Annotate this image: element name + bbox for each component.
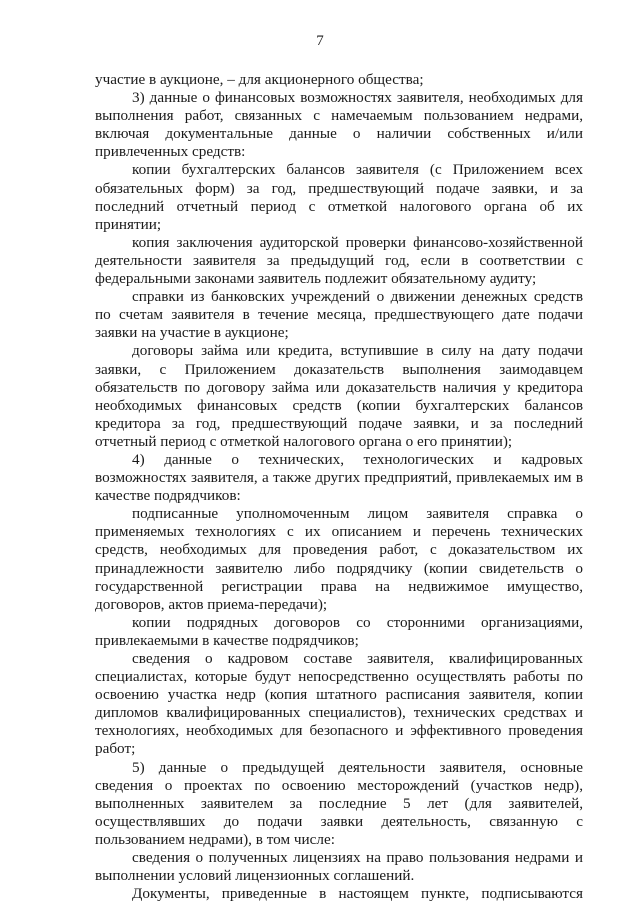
paragraph: сведения о полученных лицензиях на право пользования недрами и выполнении условий лицензионных соглашений. <box>95 849 583 885</box>
paragraph: Документы, приведенные в настоящем пункте, подписываются <box>132 885 583 903</box>
paragraph: участие в аукционе, – для акционерного общества; <box>95 71 424 88</box>
paragraph: 5) данные о предыдущей деятельности заявителя, основные сведения о проектах по освоению месторождений (участков недр), выполненных заявителем за последние 5 лет (для заявителей, осуществлявших до подачи заявки деятельность, связанную с пользованием недрами), в том числе: <box>95 758 583 848</box>
paragraph: договоры займа или кредита, вступившие в силу на дату подачи заявки, с Приложением доказательств выполнения заимодавцем обязательств по договору займа или доказательств наличия у кредитора необходимых финансовых средств (копии бухгалтерских балансов кредитора за год, предшествующий подаче заявки, и за последний отчетный период с отметкой налогового органа о его принятии); <box>95 342 583 450</box>
paragraph: копии подрядных договоров со сторонними организациями, привлекаемыми в качестве подрядчиков; <box>95 613 583 649</box>
paragraph: 4) данные о технических, технологических и кадровых возможностях заявителя, а также других предприятий, привлекаемых им в качестве подрядчиков: <box>95 450 583 505</box>
paragraph: копии бухгалтерских балансов заявителя (с Приложением всех обязательных форм) за год, предшествующий подаче заявки, и за последний отчетный период с отметкой налогового органа об их принятии; <box>95 161 583 233</box>
paragraph: копия заключения аудиторской проверки финансово-хозяйственной деятельности заявителя за предыдущий год, если в соответствии с федеральными законами заявитель подлежит обязательному аудиту; <box>95 233 583 288</box>
document-body <box>95 71 583 903</box>
paragraph: сведения о кадровом составе заявителя, квалифицированных специалистах, которые будут непосредственно осуществлять работы по освоению участка недр (копия штатного расписания заявителя, копии дипломов квалифицированных специалистов), технических средствах и технологиях, необходимых для безопасного и эффективного проведения работ; <box>95 650 583 758</box>
paragraph: подписанные уполномоченным лицом заявителя справка о применяемых технологиях с их описанием и перечень технических средств, необходимых для проведения работ, с доказательством их принадлежности заявителю либо подрядчику (копии свидетельств о государственной регистрации права на недвижимое имущество, договоров, актов приема-передачи); <box>95 505 583 613</box>
page-number: 7 <box>316 33 324 49</box>
paragraph: 3) данные о финансовых возможностях заявителя, необходимых для выполнения работ, связанных с намечаемым пользованием недрами, включая документальные данные о наличии собственных и/или привлеченных средств: <box>95 89 583 161</box>
paragraph: справки из банковских учреждений о движении денежных средств по счетам заявителя в течение месяца, предшествующего дате подачи заявки на участие в аукционе; <box>95 288 583 342</box>
